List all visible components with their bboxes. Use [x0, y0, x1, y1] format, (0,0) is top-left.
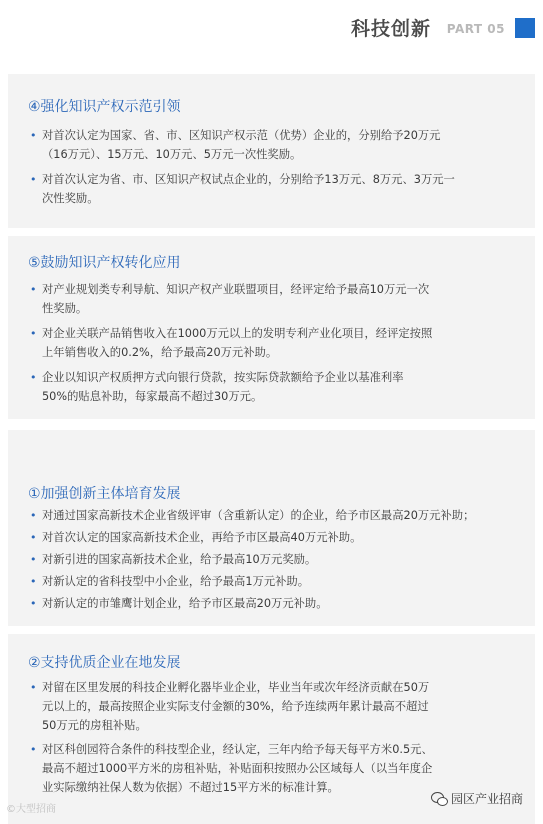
- bullet-dot-icon: •: [30, 283, 37, 296]
- card-title: ④强化知识产权示范引领: [28, 99, 181, 115]
- list-item: • 对新认定的市雏鹰计划企业，给予市区最高20万元补助。: [28, 594, 518, 613]
- list-item: • 对首次认定为国家、省、市、区知识产权示范（优势）企业的，分别给予20万元 （16万元）、15万元、10万元、5万元一次性奖励。: [28, 126, 518, 164]
- list-item: • 对留在区里发展的科技企业孵化器毕业企业，毕业当年或次年经济贡献在50万 元以上的，最高按照企业实际支付金额的30%，给予连续两年累计最高不超过 50万元的房租补贴。: [28, 678, 518, 735]
- list-item: • 对产业规划类专利导航、知识产权产业联盟项目，经评定给予最高10万元一次 性奖励。: [28, 280, 518, 318]
- list-item: • 对首次认定的国家高新技术企业，再给予市区最高40万元补助。: [28, 528, 518, 547]
- list-item: • 对新引进的国家高新技术企业，给予最高10万元奖励。: [28, 550, 518, 569]
- card-ip-transformation: [8, 236, 535, 419]
- watermark-right-text: 园区产业招商: [450, 792, 523, 806]
- watermark-left: ©大型招商: [6, 804, 56, 815]
- bullet-dot-icon: •: [30, 531, 37, 544]
- bullet-dot-icon: •: [30, 129, 37, 142]
- list-item: • 对首次认定为省、市、区知识产权试点企业的，分别给予13万元、8万元、3万元一 次性奖励。: [28, 170, 518, 208]
- bullet-dot-icon: •: [30, 597, 37, 610]
- bullet-dot-icon: •: [30, 743, 37, 756]
- page-header: [0, 0, 543, 56]
- bullet-dot-icon: •: [30, 327, 37, 340]
- bullet-dot-icon: •: [30, 553, 37, 566]
- card-title: ⑤鼓励知识产权转化应用: [28, 255, 181, 271]
- list-item: • 企业以知识产权质押方式向银行贷款，按实际贷款额给予企业以基准利率 50%的贴息补助，每家最高不超过30万元。: [28, 368, 518, 406]
- list-item: • 对企业关联产品销售收入在1000万元以上的发明专利产业化项目，经评定按照 上年销售收入的0.2%，给予最高20万元补助。: [28, 324, 518, 362]
- watermark-right: [431, 790, 523, 807]
- bullet-dot-icon: •: [30, 575, 37, 588]
- card-title: ②支持优质企业在地发展: [28, 655, 181, 671]
- card-innovation-entities: [8, 430, 535, 626]
- header-accent-square: [515, 18, 535, 38]
- card-title: ①加强创新主体培育发展: [28, 486, 181, 502]
- list-item: • 对通过国家高新技术企业省级评审（含重新认定）的企业，给予市区最高20万元补助；: [28, 506, 518, 525]
- list-item: • 对区科创园符合条件的科技型企业，经认定，三年内给予每天每平方米0.5元、 最高不超过1000平方米的房租补贴，补贴面积按照办公区域每人（以当年度企 业实际缴纳社保人数为依据）不超过15平方米的标准计算。: [28, 740, 518, 797]
- bullet-dot-icon: •: [30, 509, 37, 522]
- wechat-icon: [431, 792, 447, 806]
- bullet-dot-icon: •: [30, 371, 37, 384]
- header-part-label: PART 05: [446, 22, 505, 36]
- header-title: 科技创新: [350, 18, 431, 40]
- card-ip-demonstration: [8, 74, 535, 228]
- list-item: • 对新认定的省科技型中小企业，给予最高1万元补助。: [28, 572, 518, 591]
- bullet-dot-icon: •: [30, 173, 37, 186]
- bullet-dot-icon: •: [30, 681, 37, 694]
